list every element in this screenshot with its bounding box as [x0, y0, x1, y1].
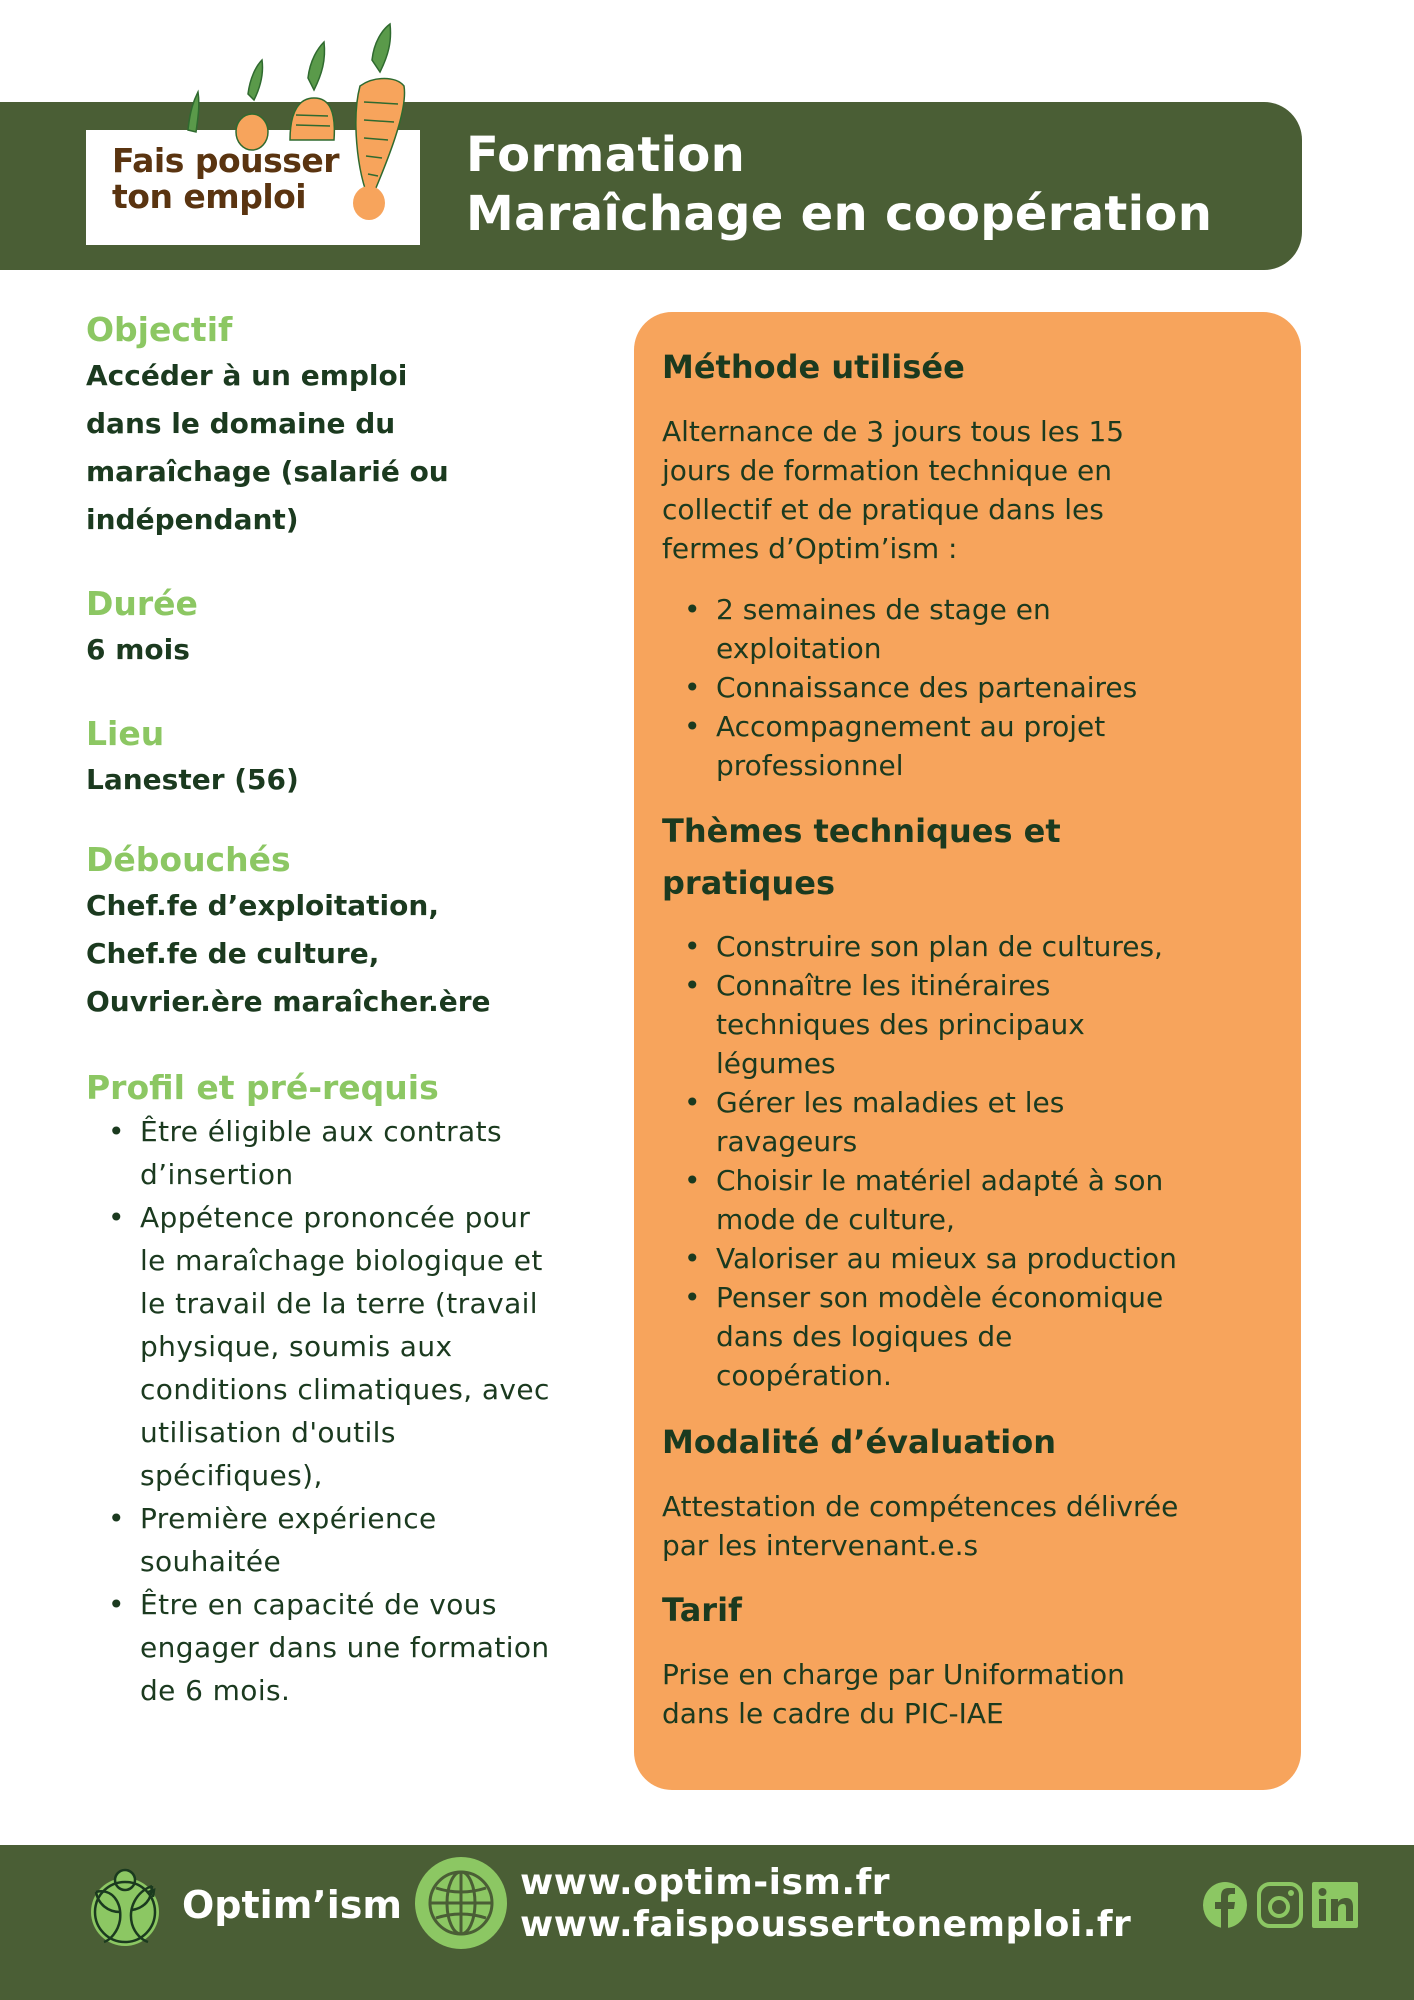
profil-item-line: engager dans une formation — [140, 1631, 550, 1664]
objectif-line: dans le domaine du — [86, 407, 396, 440]
profil-item-line: • Être éligible aux contrats — [140, 1115, 502, 1148]
profil-item-line: conditions climatiques, avec — [140, 1373, 550, 1406]
debouches-heading: Débouchés — [86, 840, 291, 879]
profil-item-line: de 6 mois. — [140, 1674, 291, 1707]
profil-item — [140, 1583, 586, 1712]
profil-item — [140, 1196, 586, 1497]
methode-item — [716, 590, 1282, 668]
duree-heading: Durée — [86, 584, 198, 623]
themes-item-line: techniques des principaux — [716, 1008, 1085, 1041]
page-title — [466, 126, 1212, 244]
debouches-line: Ouvrier.ère maraîcher.ère — [86, 985, 491, 1018]
section-objectif — [86, 308, 586, 544]
themes-item-line: • Valoriser au mieux sa production — [716, 1242, 1177, 1275]
evaluation-line: Attestation de compétences délivrée — [662, 1490, 1179, 1523]
evaluation-heading: Modalité d’évaluation — [662, 1423, 1056, 1461]
globe-icon — [414, 1856, 508, 1950]
profil-heading: Profil et pré-requis — [86, 1068, 439, 1107]
themes-item — [716, 1083, 1282, 1161]
themes-item — [716, 927, 1282, 966]
carrot-3-icon — [290, 42, 334, 140]
tarif-line: dans le cadre du PIC-IAE — [662, 1697, 1004, 1730]
carrot-1-icon — [188, 92, 199, 132]
themes-item-line: mode de culture, — [716, 1203, 955, 1236]
profil-item-line: • Être en capacité de vous — [140, 1588, 497, 1621]
methode-item-line: professionnel — [716, 749, 904, 782]
methode-list — [662, 590, 1282, 785]
profil-item-line: le maraîchage biologique et — [140, 1244, 543, 1277]
themes-item-line: dans des logiques de — [716, 1320, 1013, 1353]
info-card — [634, 312, 1301, 1790]
methode-item-line: • Accompagnement au projet — [716, 710, 1106, 743]
title-line-2: Maraîchage en coopération — [466, 186, 1213, 242]
methode-item-line: • Connaissance des partenaires — [716, 671, 1138, 704]
tarif-heading: Tarif — [662, 1591, 742, 1629]
methode-intro-line: fermes d’Optim’ism : — [662, 532, 958, 565]
methode-item-line: exploitation — [716, 632, 882, 665]
instagram-icon[interactable] — [1257, 1882, 1303, 1928]
profil-item-line: physique, soumis aux — [140, 1330, 453, 1363]
profil-item — [140, 1497, 586, 1583]
profil-item-line: utilisation d'outils — [140, 1416, 396, 1449]
left-column — [86, 308, 586, 1712]
section-profil — [86, 1066, 586, 1712]
themes-list — [662, 927, 1282, 1395]
methode-heading: Méthode utilisée — [662, 348, 965, 386]
carrot-2-icon — [236, 60, 268, 150]
profil-item-line: le travail de la terre (travail — [140, 1287, 538, 1320]
section-debouches — [86, 838, 586, 1026]
themes-item-line: • Construire son plan de cultures, — [716, 930, 1163, 963]
methode-item — [716, 707, 1282, 785]
objectif-line: maraîchage (salarié ou — [86, 455, 449, 488]
themes-item-line: • Connaître les itinéraires — [716, 969, 1051, 1002]
themes-item-line: coopération. — [716, 1359, 892, 1392]
organization-name: Optim’ism — [182, 1883, 402, 1927]
logo-line-2: ton emploi — [112, 177, 307, 216]
objectif-heading: Objectif — [86, 310, 233, 349]
profil-list — [86, 1110, 586, 1712]
profil-item — [140, 1110, 586, 1196]
logo-text — [112, 143, 339, 215]
logo-line-1: Fais pousser — [112, 141, 340, 180]
carrot-4-icon — [356, 24, 405, 202]
themes-item-line: ravageurs — [716, 1125, 858, 1158]
exclamation-dot-icon — [353, 186, 385, 220]
debouches-line: Chef.fe de culture, — [86, 937, 380, 970]
website-links — [520, 1862, 1131, 1946]
methode-intro-line: Alternance de 3 jours tous les 15 — [662, 415, 1125, 448]
website-link-faispoussertonemploi[interactable]: www.faispoussertonemploi.fr — [520, 1904, 1132, 1945]
facebook-icon[interactable] — [1202, 1882, 1248, 1928]
title-line-1: Formation — [466, 127, 746, 183]
section-lieu — [86, 712, 586, 804]
themes-item — [716, 1161, 1282, 1239]
profil-item-line: spécifiques), — [140, 1459, 323, 1492]
methode-item — [716, 668, 1282, 707]
themes-item — [716, 1239, 1282, 1278]
profil-item-line: • Première expérience — [140, 1502, 437, 1535]
debouches-line: Chef.fe d’exploitation, — [86, 889, 439, 922]
themes-heading-line: pratiques — [662, 864, 835, 902]
profil-item-line: d’insertion — [140, 1158, 294, 1191]
themes-item — [716, 1278, 1282, 1395]
duree-value: 6 mois — [86, 633, 190, 666]
lieu-heading: Lieu — [86, 714, 165, 753]
website-link-optim-ism[interactable]: www.optim-ism.fr — [520, 1862, 891, 1903]
methode-intro-line: jours de formation technique en — [662, 454, 1113, 487]
section-duree — [86, 582, 586, 674]
optimism-logo-icon — [82, 1862, 168, 1948]
methode-intro-line: collectif et de pratique dans les — [662, 493, 1104, 526]
themes-item-line: • Choisir le matériel adapté à son — [716, 1164, 1164, 1197]
linkedin-icon[interactable] — [1312, 1882, 1358, 1928]
profil-item-line: souhaitée — [140, 1545, 282, 1578]
tarif-line: Prise en charge par Uniformation — [662, 1658, 1125, 1691]
lieu-value: Lanester (56) — [86, 763, 299, 796]
themes-item-line: • Penser son modèle économique — [716, 1281, 1164, 1314]
objectif-line: indépendant) — [86, 503, 299, 536]
evaluation-line: par les intervenant.e.s — [662, 1529, 979, 1562]
themes-item — [716, 966, 1282, 1083]
objectif-line: Accéder à un emploi — [86, 359, 408, 392]
methode-item-line: • 2 semaines de stage en — [716, 593, 1051, 626]
themes-heading-line: Thèmes techniques et — [662, 812, 1061, 850]
themes-item-line: légumes — [716, 1047, 836, 1080]
profil-item-line: • Appétence prononcée pour — [140, 1201, 531, 1234]
themes-heading — [662, 805, 1282, 909]
themes-item-line: • Gérer les maladies et les — [716, 1086, 1065, 1119]
